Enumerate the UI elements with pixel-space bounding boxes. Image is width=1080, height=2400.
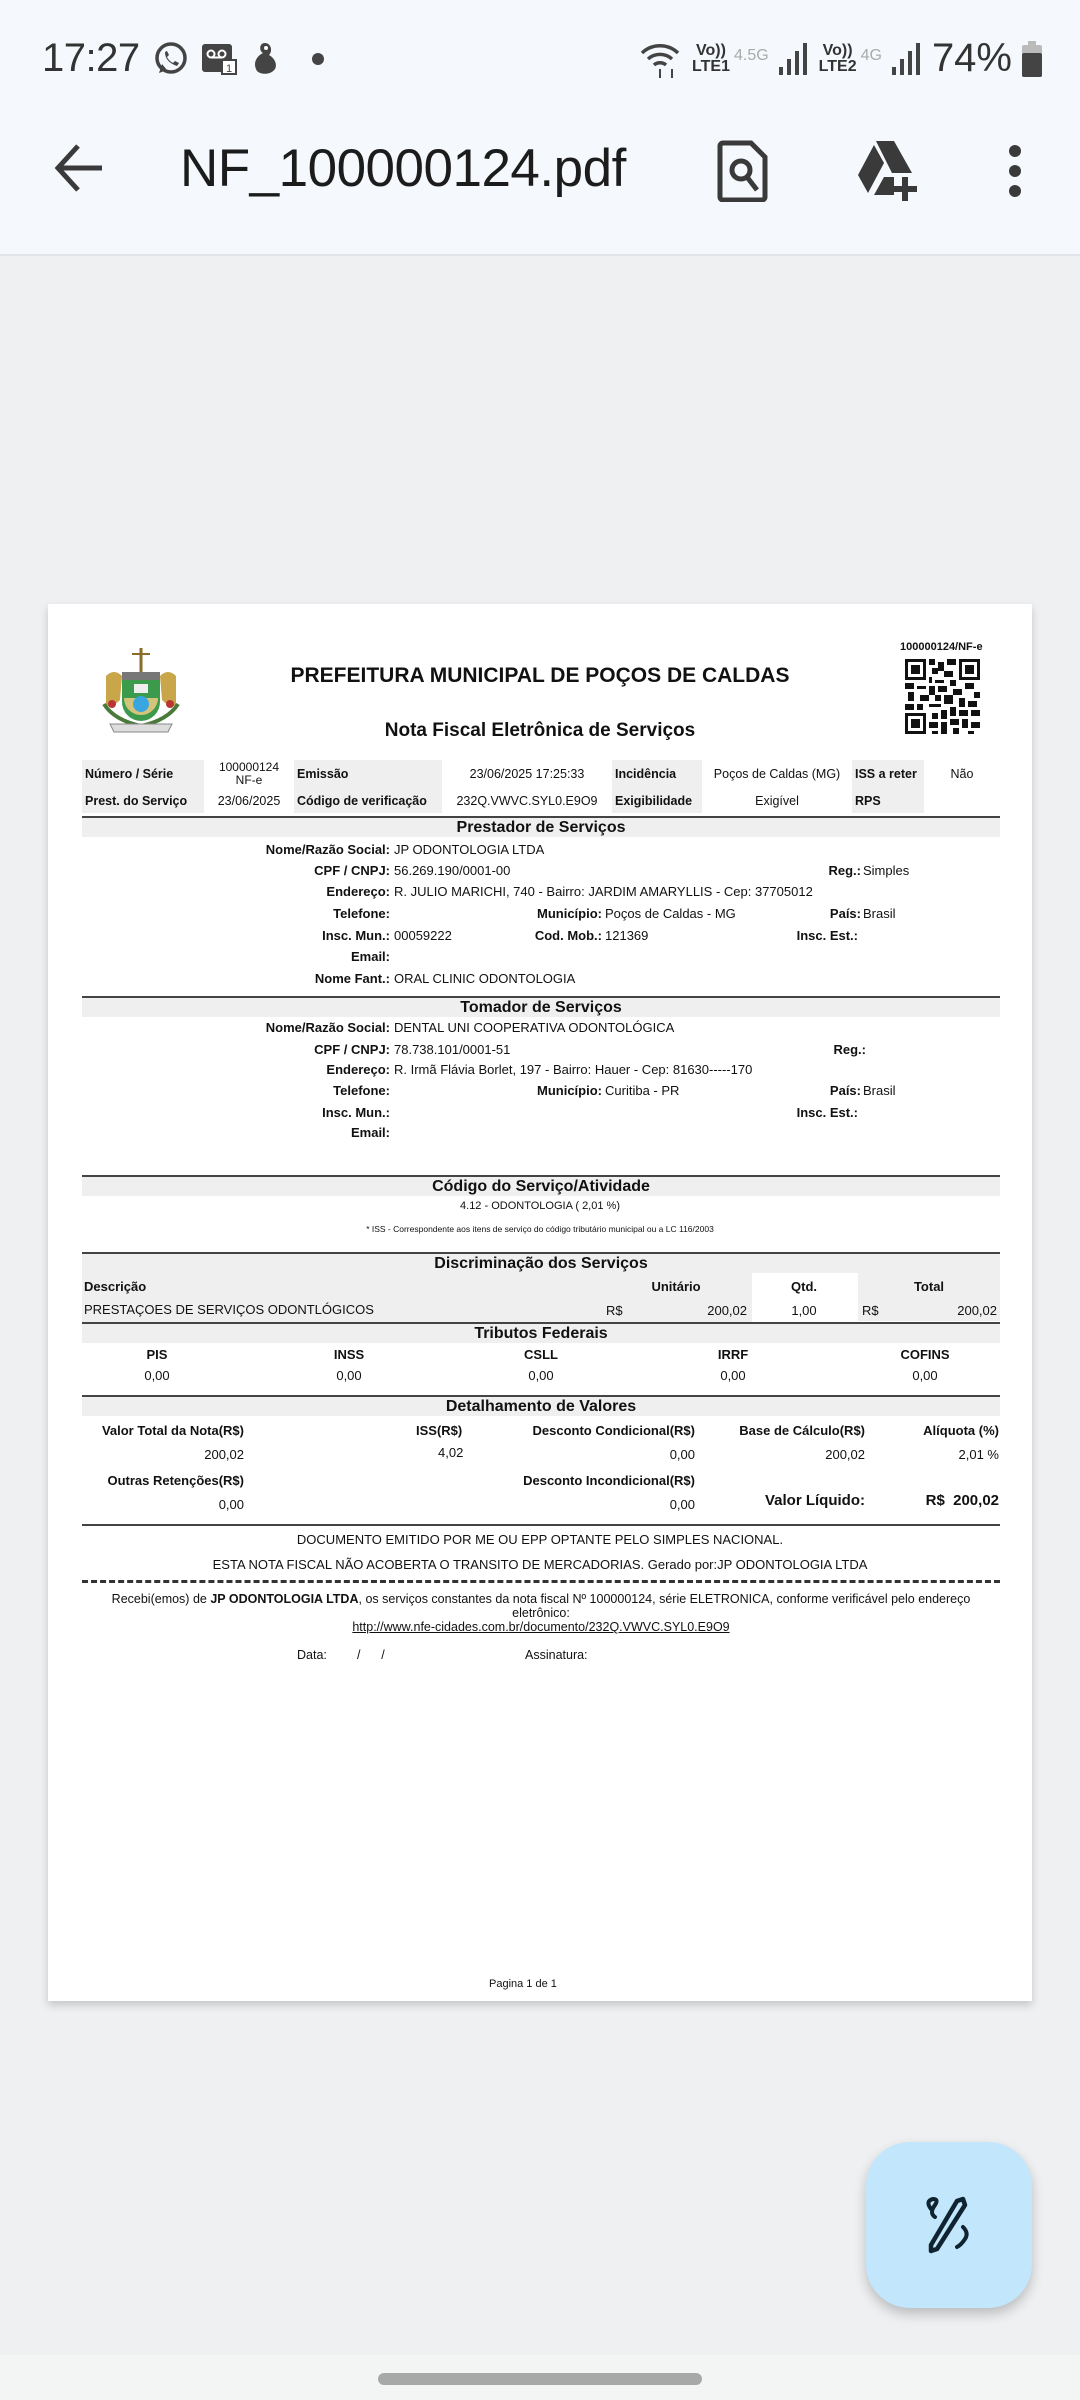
tributo-value: 0,00 [912,1368,938,1383]
incidencia-value: Poços de Caldas (MG) [713,767,841,781]
prestador-cod-mob-value: 121369 [605,928,649,943]
codigo-servico-value: 4.12 - ODONTOLOGIA ( 2,01 %) [460,1200,620,1212]
discriminacao-section-header: Discriminação dos Serviços [82,1252,1000,1273]
tomador-endereco-value: R. Irmã Flávia Borlet, 197 - Bairro: Hauer - Cep: 81630-----170 [394,1062,753,1077]
prestador-reg-label: Reg.: [828,863,861,878]
numero-value: 100000124 [218,760,280,774]
prestador-insc-mun-value: 00059222 [394,928,452,943]
data-slashes: / / [357,1648,385,1662]
unitario-header: Unitário [651,1279,701,1294]
prest-servico-label: Prest. do Serviço [82,788,204,813]
service-description: PRESTAÇOES DE SERVIÇOS ODONTLÓGICOS [84,1302,374,1317]
iss-reter-value: Não [950,767,974,781]
codigo-verificacao-label: Código de verificação [294,788,442,813]
base-calculo-value: 200,02 [825,1447,865,1462]
notification-app-icon [250,41,280,77]
signal-icon [779,43,809,75]
simples-nacional-notice: DOCUMENTO EMITIDO POR ME OU EPP OPTANTE PELO SIMPLES NACIONAL. [296,1532,784,1547]
base-calculo-label: Base de Cálculo(R$) [739,1423,865,1438]
receipt-prefix: Recebi(emos) de [111,1592,211,1606]
verification-link[interactable]: http://www.nfe-cidades.com.br/documento/232Q.VWVC.SYL0.E9O9 [352,1620,730,1634]
wifi-icon [638,39,682,79]
tributo-label: IRRF [717,1347,749,1362]
prestador-endereco-label: Endereço: [326,884,390,899]
quantity: 1,00 [791,1303,817,1318]
receipt-cut-line [82,1580,1000,1583]
unit-price: 200,02 [707,1303,747,1318]
tributos-section-header: Tributos Federais [82,1322,1000,1343]
assinatura-label: Assinatura: [525,1648,588,1662]
codigo-verificacao-value: 232Q.VWVC.SYL0.E9O9 [456,793,598,808]
prestador-municipio-label: Município: [537,906,602,921]
more-options-button[interactable] [980,136,1050,206]
emissao-value: 23/06/2025 17:25:33 [469,767,585,781]
prestador-nome-label: Nome/Razão Social: [265,842,390,857]
outras-retencoes-value: 0,00 [218,1497,244,1512]
document-title: NF_100000124.pdf [180,139,626,198]
tributo-pis [92,1347,222,1383]
tributo-inss [284,1347,414,1383]
rps-label: RPS [852,788,924,813]
numero-serie-value [204,760,294,788]
prestador-cnpj-value: 56.269.190/0001-00 [394,863,511,878]
data-label: Data: [297,1648,327,1662]
tributo-value: 0,00 [720,1368,746,1383]
qr-code-label: 100000124/NF-e [900,641,983,653]
iss-value: 4,02 [438,1445,464,1460]
iss-reter-label: ISS a reter [852,760,924,788]
codigo-servico-section-header: Código do Serviço/Atividade [82,1175,1000,1196]
exigibilidade-value: Exigível [755,793,799,808]
page-number: Pagina 1 de 1 [489,1978,557,1990]
volte-label: Vo)) [696,41,726,59]
voicemail-icon [202,42,238,76]
tributo-value: 0,00 [528,1368,554,1383]
receipt-company: JP ODONTOLOGIA LTDA [210,1592,359,1606]
lte-label: LTE2 [818,57,857,75]
qtd-header: Qtd. [791,1279,817,1294]
home-gesture-handle[interactable] [378,2373,702,2385]
battery-percentage: 74% [931,36,1012,80]
prestador-email-label: Email: [350,949,390,964]
tomador-pais-label: País: [829,1083,861,1098]
prestador-telefone-label: Telefone: [333,906,390,921]
network-gen-label: 4.5G [733,46,769,64]
unit-currency: R$ [606,1303,623,1318]
tomador-cnpj-value: 78.738.101/0001-51 [394,1042,511,1057]
tributo-value: 0,00 [336,1368,362,1383]
lte-label: LTE1 [692,57,730,75]
aliquota-value: 2,01 % [958,1447,999,1462]
tributo-label: PIS [146,1347,168,1362]
prestador-cnpj-label: CPF / CNPJ: [314,863,390,878]
valor-total-value: 200,02 [204,1447,244,1462]
drive-add-icon [854,141,920,201]
numero-serie-label: Número / Série [82,760,204,788]
valor-total-label: Valor Total da Nota(R$) [101,1423,244,1438]
tributo-value: 0,00 [144,1368,170,1383]
qr-code [905,659,980,734]
tributo-csll [476,1347,606,1383]
tributo-label: COFINS [900,1347,950,1362]
rps-value [924,788,1000,813]
svg-text:1: 1 [225,63,233,75]
prestador-nome-value: JP ODONTOLOGIA LTDA [394,842,545,857]
tomador-pais-value: Brasil [863,1083,896,1098]
add-to-drive-button[interactable] [852,136,922,206]
tomador-email-label: Email: [350,1125,390,1140]
tributos-grid [82,1347,1000,1383]
tomador-nome-label: Nome/Razão Social: [265,1020,390,1035]
annotate-fab-button[interactable] [866,2142,1032,2308]
sim1-network [692,43,769,75]
prestador-reg-value: Simples [863,863,910,878]
emissao-label: Emissão [294,760,442,788]
transit-notice: ESTA NOTA FISCAL NÃO ACOBERTA O TRANSITO DE MERCADORIAS. Gerado por:JP ODONTOLOGIA LTDA [212,1557,868,1572]
signal-icon [892,43,922,75]
footer-divider [82,1524,1000,1526]
battery-icon [1022,41,1042,77]
descricao-header: Descrição [84,1279,147,1294]
prestador-cod-mob-label: Cod. Mob.: [534,928,602,943]
incidencia-label: Incidência [612,760,702,788]
prestador-pais-value: Brasil [863,906,896,921]
tomador-municipio-value: Curitiba - PR [605,1083,680,1098]
prestador-municipio-value: Poços de Caldas - MG [605,906,736,921]
prestador-insc-mun-label: Insc. Mun.: [322,928,390,943]
network-gen-label: 4G [860,46,882,64]
volte-label: Vo)) [822,41,853,59]
prestador-pais-label: País: [829,906,861,921]
tomador-nome-value: DENTAL UNI COOPERATIVA ODONTOLÓGICA [394,1020,675,1035]
tributo-label: CSLL [524,1347,558,1362]
back-button[interactable] [50,140,120,200]
total-price: 200,02 [957,1303,997,1318]
tomador-telefone-label: Telefone: [333,1083,390,1098]
more-options-icon [1007,143,1023,199]
edit-annotate-icon [917,2193,981,2257]
document-heading: PREFEITURA MUNICIPAL DE POÇOS DE CALDAS [290,664,790,687]
desconto-incondicional-value: 0,00 [669,1497,695,1512]
valor-liquido-label: Valor Líquido: [765,1492,865,1509]
receipt-text [82,1592,1000,1634]
arrow-back-icon [50,140,106,196]
search-in-document-icon [717,140,769,202]
iss-label: ISS(R$) [416,1423,463,1438]
prestador-nome-fantasia-label: Nome Fant.: [314,971,390,986]
tributo-label: INSS [333,1347,365,1362]
more-notifications-dot-icon [312,53,324,65]
status-time: 17:27 [42,36,140,80]
iss-footnote: * ISS - Correspondente aos itens de serviço do código tributário municipal ou a LC 116/2003 [366,1224,714,1234]
outras-retencoes-label: Outras Retenções(R$) [107,1473,244,1488]
receipt-suffix: , os serviços constantes da nota fiscal Nº 100000124, série ELETRONICA, conforme verificável pelo endereço eletrônico: [358,1592,971,1620]
valor-liquido-value: R$ 200,02 [925,1492,999,1509]
tomador-municipio-label: Município: [537,1083,602,1098]
system-status-icons [638,36,1042,81]
prest-servico-value: 23/06/2025 [217,793,281,808]
tributo-cofins [860,1347,990,1383]
tomador-endereco-label: Endereço: [326,1062,390,1077]
prestador-section-header: Prestador de Serviços [82,816,1000,837]
tomador-insc-est-label: Insc. Est.: [796,1105,858,1120]
sim2-network [819,43,882,75]
tomador-section-header: Tomador de Serviços [82,996,1000,1017]
tomador-reg-label: Reg.: [833,1042,866,1057]
desconto-incondicional-label: Desconto Incondicional(R$) [523,1473,695,1488]
exigibilidade-label: Exigibilidade [612,788,702,813]
desconto-condicional-value: 0,00 [669,1447,695,1462]
document-subheading: Nota Fiscal Eletrônica de Serviços [384,720,696,741]
prestador-nome-fantasia-value: ORAL CLINIC ODONTOLOGIA [394,971,576,986]
prestador-endereco-value: R. JULIO MARICHI, 740 - Bairro: JARDIM AMARYLLIS - Cep: 37705012 [394,884,813,899]
status-bar [0,0,1080,120]
tomador-insc-mun-label: Insc. Mun.: [322,1105,390,1120]
whatsapp-icon [152,40,190,78]
tributo-irrf [668,1347,798,1383]
find-in-document-button[interactable] [708,136,778,206]
valores-section-header: Detalhamento de Valores [82,1395,1000,1416]
desconto-condicional-label: Desconto Condicional(R$) [532,1423,695,1438]
serie-value: NF-e [235,773,263,787]
total-header: Total [913,1279,945,1294]
tomador-cnpj-label: CPF / CNPJ: [314,1042,390,1057]
notification-icons [152,40,324,78]
aliquota-label: Alíquota (%) [923,1423,999,1438]
total-currency: R$ [862,1303,879,1318]
invoice-header-table [82,760,1000,813]
prestador-insc-est-label: Insc. Est.: [796,928,858,943]
